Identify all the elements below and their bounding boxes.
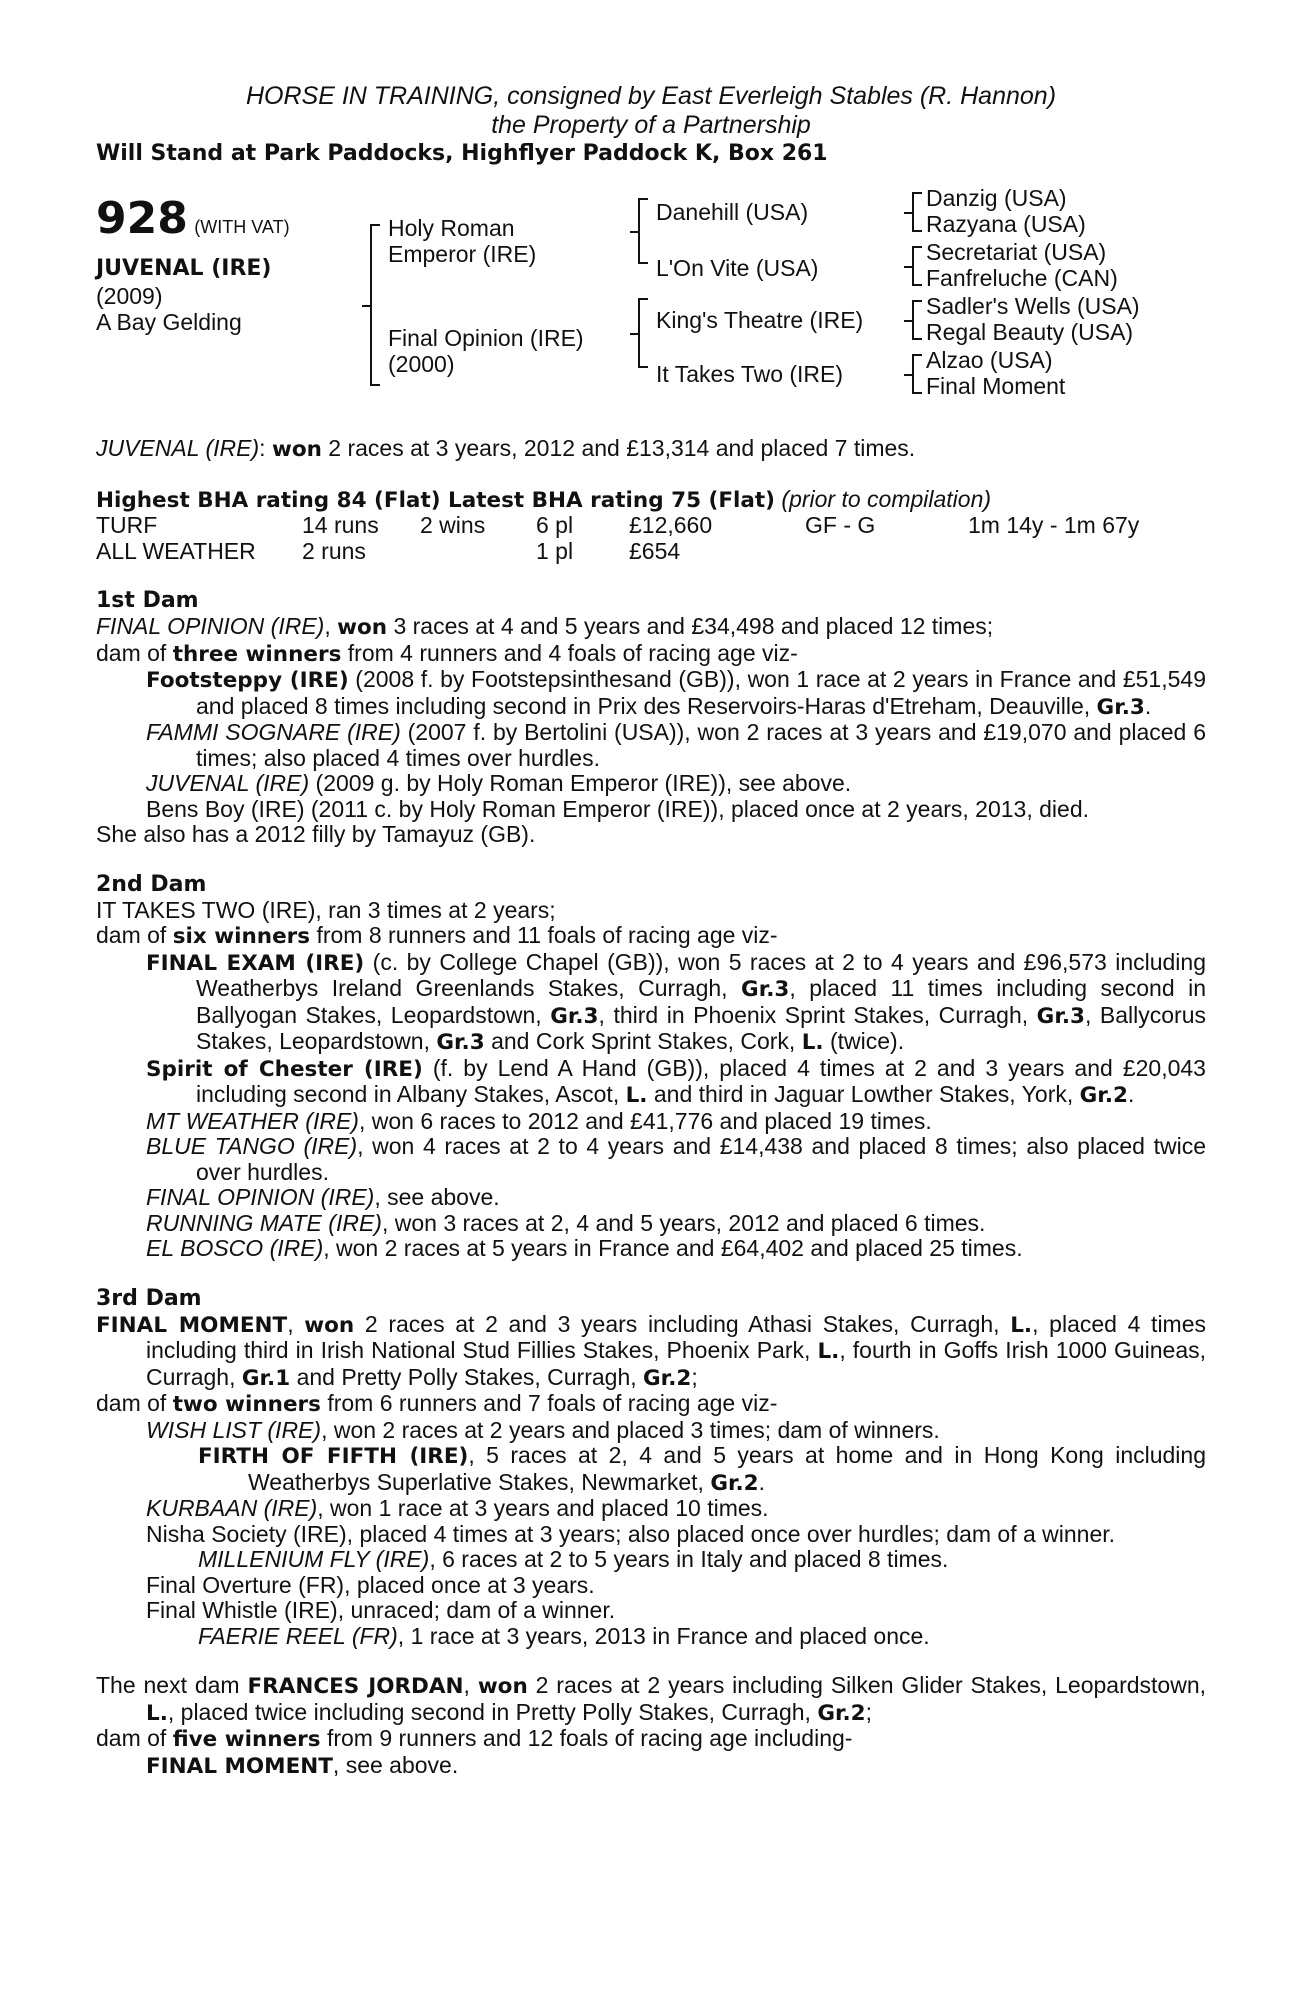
gg-dam-sire-sire: Sadler's Wells (USA) xyxy=(926,293,1140,319)
listed: L. xyxy=(1010,1312,1033,1338)
listed: L. xyxy=(146,1700,168,1726)
grade: Gr.1 xyxy=(241,1365,291,1391)
pedigree-block xyxy=(96,186,1206,444)
produce-entry xyxy=(96,1185,1206,1211)
dam-sire: King's Theatre (IRE) xyxy=(656,307,864,333)
produce-text: , won 2 races at 2 years and placed 3 times; dam of winners. xyxy=(321,1416,940,1443)
produce-name: RUNNING MATE (IRE) xyxy=(146,1209,382,1236)
grade: Gr.3 xyxy=(1096,694,1145,720)
ratings-title: Highest BHA rating 84 (Flat) Latest BHA rating 75 (Flat) xyxy=(96,487,776,513)
grade: Gr.2 xyxy=(710,1470,759,1496)
produce-entry xyxy=(96,1109,1206,1135)
produce-entry xyxy=(96,771,1206,797)
produce-text: and Cork Sprint Stakes, Cork, xyxy=(484,1028,802,1054)
foals-summary: from 9 runners and 12 foals of racing age including- xyxy=(320,1725,853,1751)
section-title: 3rd Dam xyxy=(96,1285,202,1311)
produce-name: FIRTH OF FIFTH (IRE) xyxy=(198,1444,469,1469)
produce-text: , 1 race at 3 years, 2013 in France and placed once. xyxy=(397,1622,930,1649)
section-title: 1st Dam xyxy=(96,588,199,613)
produce-name: EL BOSCO (IRE) xyxy=(146,1235,324,1261)
gg-brace-3 xyxy=(912,300,922,340)
grandproduce-entry xyxy=(96,1547,1206,1573)
listed: L. xyxy=(625,1083,648,1108)
dam-record: IT TAKES TWO (IRE), ran 3 times at 2 years; xyxy=(96,896,556,923)
produce-text: (twice). xyxy=(823,1028,905,1054)
ratings-row-aw xyxy=(96,539,1206,565)
produce-text: , third in Phoenix Sprint Stakes, Curragh, xyxy=(598,1001,1037,1028)
produce-name: KURBAAN (IRE) xyxy=(146,1495,318,1521)
sire-sire: Danehill (USA) xyxy=(656,199,809,225)
page-header xyxy=(96,82,1206,168)
produce-entry: Bens Boy (IRE) (2011 c. by Holy Roman Emperor (IRE)), placed once at 2 years, 2013, died. xyxy=(146,795,1089,822)
dam-year: (2000) xyxy=(388,351,455,377)
winners-count: three winners xyxy=(172,641,342,667)
section-title: 2nd Dam xyxy=(96,871,207,897)
surface: TURF xyxy=(96,512,158,538)
dam-of: dam of xyxy=(96,639,173,666)
produce-name: Spirit of Chester (IRE) xyxy=(146,1056,423,1082)
produce-entry xyxy=(96,1496,1206,1522)
gg-sire-dam-sire: Secretariat (USA) xyxy=(926,239,1107,265)
produce-entry: Spirit of Chester (IRE) (f. by Lend A Hand (GB)), placed 4 times at 2 and 3 years and £20,043 including second in Albany Stakes, Ascot, L. and third in Jaguar Lowther Stakes, York, Gr.2. xyxy=(146,1054,1206,1108)
lot-number-line xyxy=(96,193,290,244)
produce-text: , won 3 races at 2, 4 and 5 years, 2012 and placed 6 times. xyxy=(381,1209,986,1236)
third-dam-section xyxy=(96,1286,1206,1650)
grandproduce-entry xyxy=(96,1624,1206,1650)
sire-name-line1: Holy Roman xyxy=(388,215,515,241)
produce-text: , won 2 races at 5 years in France and £64,402 and placed 25 times. xyxy=(323,1235,1023,1261)
horse-description: A Bay Gelding xyxy=(96,309,242,335)
gg-dam-sire-dam: Regal Beauty (USA) xyxy=(926,319,1134,345)
produce-entry: Final Whistle (IRE), unraced; dam of a winner. xyxy=(146,1597,616,1623)
gg-sire-sire-sire: Danzig (USA) xyxy=(926,185,1067,211)
going: GF - G xyxy=(805,512,876,538)
produce-name: MILLENIUM FLY (IRE) xyxy=(198,1546,430,1572)
won-label: won xyxy=(337,615,388,640)
grade: Gr.3 xyxy=(436,1030,485,1055)
produce-name: FINAL MOMENT xyxy=(146,1753,333,1779)
grade: Gr.2 xyxy=(643,1365,692,1391)
produce-name: FINAL OPINION (IRE) xyxy=(146,1184,375,1210)
dam-text: , fourth in Goffs Irish 1000 Guineas, Curragh, xyxy=(146,1337,1207,1390)
produce-entry xyxy=(96,1134,1206,1185)
gg-dam-dam-sire: Alzao (USA) xyxy=(926,347,1053,373)
dam-of: dam of xyxy=(96,1725,173,1751)
dam-text: 2 races at 2 years including Silken Glider Stakes, Leopardstown, xyxy=(527,1672,1207,1698)
produce-name: FAMMI SOGNARE (IRE) xyxy=(146,719,401,745)
won-label: won xyxy=(477,1674,528,1699)
foals-summary: from 6 runners and 7 foals of racing age viz- xyxy=(320,1390,778,1416)
dam-dam: It Takes Two (IRE) xyxy=(656,361,844,387)
produce-entry: Footsteppy (IRE) (2008 f. by Footstepsinthesand (GB)), won 1 race at 2 years in France and £51,549 and placed 8 times including second in Prix des Reservoirs-Haras d'Etreham, Deauville, Gr.3. xyxy=(146,666,1206,720)
grandproduce-entry: FIRTH OF FIFTH (IRE), 5 races at 2, 4 and 5 years at home and in Hong Kong including Weatherbys Superlative Stakes, Newmarket, Gr.2. xyxy=(198,1442,1207,1496)
dam-name: FINAL OPINION (IRE) xyxy=(96,613,325,639)
listed: L. xyxy=(801,1030,824,1055)
dam-text: ; xyxy=(865,1698,873,1725)
wins: 2 wins xyxy=(420,512,486,538)
produce-name: JUVENAL (IRE) xyxy=(146,770,310,796)
produce-name: Footsteppy (IRE) xyxy=(146,668,349,693)
dam-brace xyxy=(638,298,648,368)
dam-text: ; xyxy=(691,1363,698,1390)
surface: ALL WEATHER xyxy=(96,537,256,564)
produce-entry xyxy=(96,720,1206,771)
places: 1 pl xyxy=(536,537,574,564)
dam-of: dam of xyxy=(96,922,173,948)
produce-name: BLUE TANGO (IRE) xyxy=(146,1133,358,1159)
gg-brace-2 xyxy=(912,246,922,286)
winners-count: two winners xyxy=(172,1392,321,1417)
produce-text: (f. by Lend A Hand (GB)), placed 4 times at 2 and 3 years and £20,043 including second in Albany Stakes, Ascot, xyxy=(196,1054,1206,1107)
second-dam-section xyxy=(96,872,1206,1262)
produce-name: MT WEATHER (IRE) xyxy=(146,1107,359,1134)
gg-sire-sire-dam: Razyana (USA) xyxy=(926,211,1086,237)
produce-text: , won 1 race at 3 years and placed 10 times. xyxy=(317,1495,769,1521)
sire-brace xyxy=(638,198,648,264)
produce-entry: Nisha Society (IRE), placed 4 times at 3 years; also placed once over hurdles; dam of a winner. xyxy=(146,1520,1116,1547)
first-dam-section: 1st Dam FINAL OPINION (IRE), won 3 races at 4 and 5 years and £34,498 and placed 12 times; dam of three winners from 4 runners and 4 foals of racing age viz- Footsteppy (IRE) (2008 f. by Footstepsinthesand (GB)), won 1 race at 2 years in France and £51,549 and placed 8 times including second in Prix des Reservoirs-Haras d'Etreham, Deauville, Gr.3. FAMMI SOGNARE (IRE) (2007 f. by Bertolini (USA)), won 2 races at 3 years and £19,070 and placed 6 times; also placed 4 times over hurdles. JUVENAL (IRE) (2009 g. by Holy Roman Emperor (IRE)), see above. Bens Boy (IRE) (2011 c. by Holy Roman Emperor (IRE)), placed once at 2 years, 2013, died. She also has a 2012 filly by Tamayuz (GB). xyxy=(96,588,1206,847)
also-note: She also has a 2012 filly by Tamayuz (GB). xyxy=(96,821,536,847)
produce-text: and third in Jaguar Lowther Stakes, York, xyxy=(647,1081,1080,1107)
runs: 14 runs xyxy=(302,512,379,538)
gg-brace-4 xyxy=(912,354,922,394)
consignor-line: HORSE IN TRAINING, consigned by East Everleigh Stables (R. Hannon) xyxy=(245,82,1057,110)
produce-text: (2008 f. by Footstepsinthesand (GB)), won 1 race at 2 years in France and £51,549 and placed 8 times including second in Prix des Reservoirs-Haras d'Etreham, Deauville, xyxy=(196,666,1206,719)
vat-note: (WITH VAT) xyxy=(194,217,290,237)
runs: 2 runs xyxy=(302,537,366,564)
earnings: £12,660 xyxy=(629,512,713,538)
ratings-section xyxy=(96,487,1206,565)
ratings-note: (prior to compilation) xyxy=(775,485,992,512)
lot-number: 928 xyxy=(96,193,188,244)
pedigree-brace xyxy=(370,224,380,386)
dam-record: 3 races at 4 and 5 years and £34,498 and placed 12 times; xyxy=(387,613,994,639)
distance: 1m 14y - 1m 67y xyxy=(968,512,1140,538)
next-dam-section xyxy=(96,1673,1206,1779)
wins xyxy=(420,539,536,565)
grade: Gr.2 xyxy=(817,1700,866,1726)
produce-name: FINAL EXAM (IRE) xyxy=(146,950,365,976)
dam-text: 2 races at 2 and 3 years including Athasi Stakes, Curragh, xyxy=(354,1310,1011,1337)
places: 6 pl xyxy=(536,512,574,538)
ratings-row-turf xyxy=(96,513,1206,539)
gg-brace-1 xyxy=(912,192,922,232)
grade: Gr.2 xyxy=(1079,1083,1128,1108)
produce-entry xyxy=(96,1236,1206,1262)
gg-dam-dam-dam: Final Moment xyxy=(926,373,1066,399)
produce-text: , won 4 races at 2 to 4 years and £14,438 and placed 8 times; also placed twice over hurdles. xyxy=(196,1133,1206,1185)
summary-text: 2 races at 3 years, 2012 and £13,314 and placed 7 times. xyxy=(321,435,916,461)
next-dam-record: The next dam FRANCES JORDAN, won 2 races at 2 years including Silken Glider Stakes, Leopardstown, L., placed twice including second in Pretty Polly Stakes, Curragh, Gr.2; xyxy=(96,1672,1207,1726)
race-summary: JUVENAL (IRE): won 2 races at 3 years, 2012 and £13,314 and placed 7 times. xyxy=(96,435,916,462)
dam-name: FRANCES JORDAN xyxy=(247,1674,464,1699)
dam-record: FINAL MOMENT, won 2 races at 2 and 3 years including Athasi Stakes, Curragh, L., placed 4 times including third in Irish National Stud Fillies Stakes, Phoenix Park, L., fourth in Goffs Irish 1000 Guineas, Curragh, Gr.1 and Pretty Polly Stakes, Curragh, Gr.2; xyxy=(96,1310,1207,1391)
produce-text: , see above. xyxy=(374,1184,500,1210)
grade: Gr.3 xyxy=(741,977,790,1002)
produce-entry xyxy=(96,1211,1206,1237)
dam-of: dam of xyxy=(96,1390,173,1416)
produce-entry: Final Overture (FR), placed once at 3 years. xyxy=(146,1571,595,1598)
dam-name: Final Opinion (IRE) xyxy=(388,325,584,351)
won-label: won xyxy=(304,1312,355,1338)
produce-text: , 5 races at 2, 4 and 5 years at home and in Hong Kong including Weatherbys Superlative Stakes, Newmarket, xyxy=(248,1442,1207,1495)
horse-year: (2009) xyxy=(96,283,163,309)
produce-text: , placed 11 times including second in Ballyogan Stakes, Leopardstown, xyxy=(196,975,1206,1028)
foals-summary: from 8 runners and 11 foals of racing age viz- xyxy=(310,922,778,948)
listed: L. xyxy=(817,1339,840,1364)
dam-name: FINAL MOMENT xyxy=(96,1312,288,1338)
produce-entry xyxy=(96,950,1206,1056)
winners-count: six winners xyxy=(172,924,311,949)
produce-text: , 6 races at 2 to 5 years in Italy and placed 8 times. xyxy=(429,1546,949,1572)
sire-name-line2: Emperor (IRE) xyxy=(388,241,537,267)
catalogue-page xyxy=(96,82,1206,1779)
stand-location: Will Stand at Park Paddocks, Highflyer Paddock K, Box 261 xyxy=(96,141,828,166)
produce-name: WISH LIST (IRE) xyxy=(146,1416,322,1443)
sire-dam: L'On Vite (USA) xyxy=(656,255,819,281)
summary-horse-name: JUVENAL (IRE) xyxy=(96,435,260,461)
produce-entry xyxy=(96,1418,1206,1444)
dam-text: , placed twice including second in Pretty Polly Stakes, Curragh, xyxy=(167,1698,818,1725)
produce-text: (2007 f. by Bertolini (USA)), won 2 races at 3 years and £19,070 and placed 6 times; also placed 4 times over hurdles. xyxy=(196,719,1206,771)
produce-entry xyxy=(96,1753,1206,1780)
dam-text: , placed 4 times including third in Irish National Stud Fillies Stakes, Phoenix Park, xyxy=(146,1310,1207,1363)
grade: Gr.3 xyxy=(1036,1003,1085,1029)
produce-text: , see above. xyxy=(332,1751,459,1778)
produce-text: (2009 g. by Holy Roman Emperor (IRE)), see above. xyxy=(309,770,852,796)
grade: Gr.3 xyxy=(550,1003,599,1029)
produce-text: (c. by College Chapel (GB)), won 5 races at 2 to 4 years and £96,573 including Weatherbys Ireland Greenlands Stakes, Curragh, xyxy=(196,948,1207,1001)
horse-name: JUVENAL (IRE) xyxy=(96,256,272,281)
earnings: £654 xyxy=(629,537,681,564)
winners-count: five winners xyxy=(172,1727,321,1752)
foals-summary: from 4 runners and 4 foals of racing age viz- xyxy=(341,639,798,666)
won-label: won xyxy=(271,437,322,462)
dam-text: and Pretty Polly Stakes, Curragh, xyxy=(290,1363,644,1390)
produce-text: , Ballycorus Stakes, Leopardstown, xyxy=(196,1001,1207,1054)
gg-sire-dam-dam: Fanfreluche (CAN) xyxy=(926,265,1118,291)
lead-text: The next dam xyxy=(96,1672,248,1698)
produce-text: , won 6 races to 2012 and £41,776 and placed 19 times. xyxy=(358,1107,932,1134)
produce-name: FAERIE REEL (FR) xyxy=(198,1622,398,1649)
property-line: the Property of a Partnership xyxy=(491,111,811,139)
